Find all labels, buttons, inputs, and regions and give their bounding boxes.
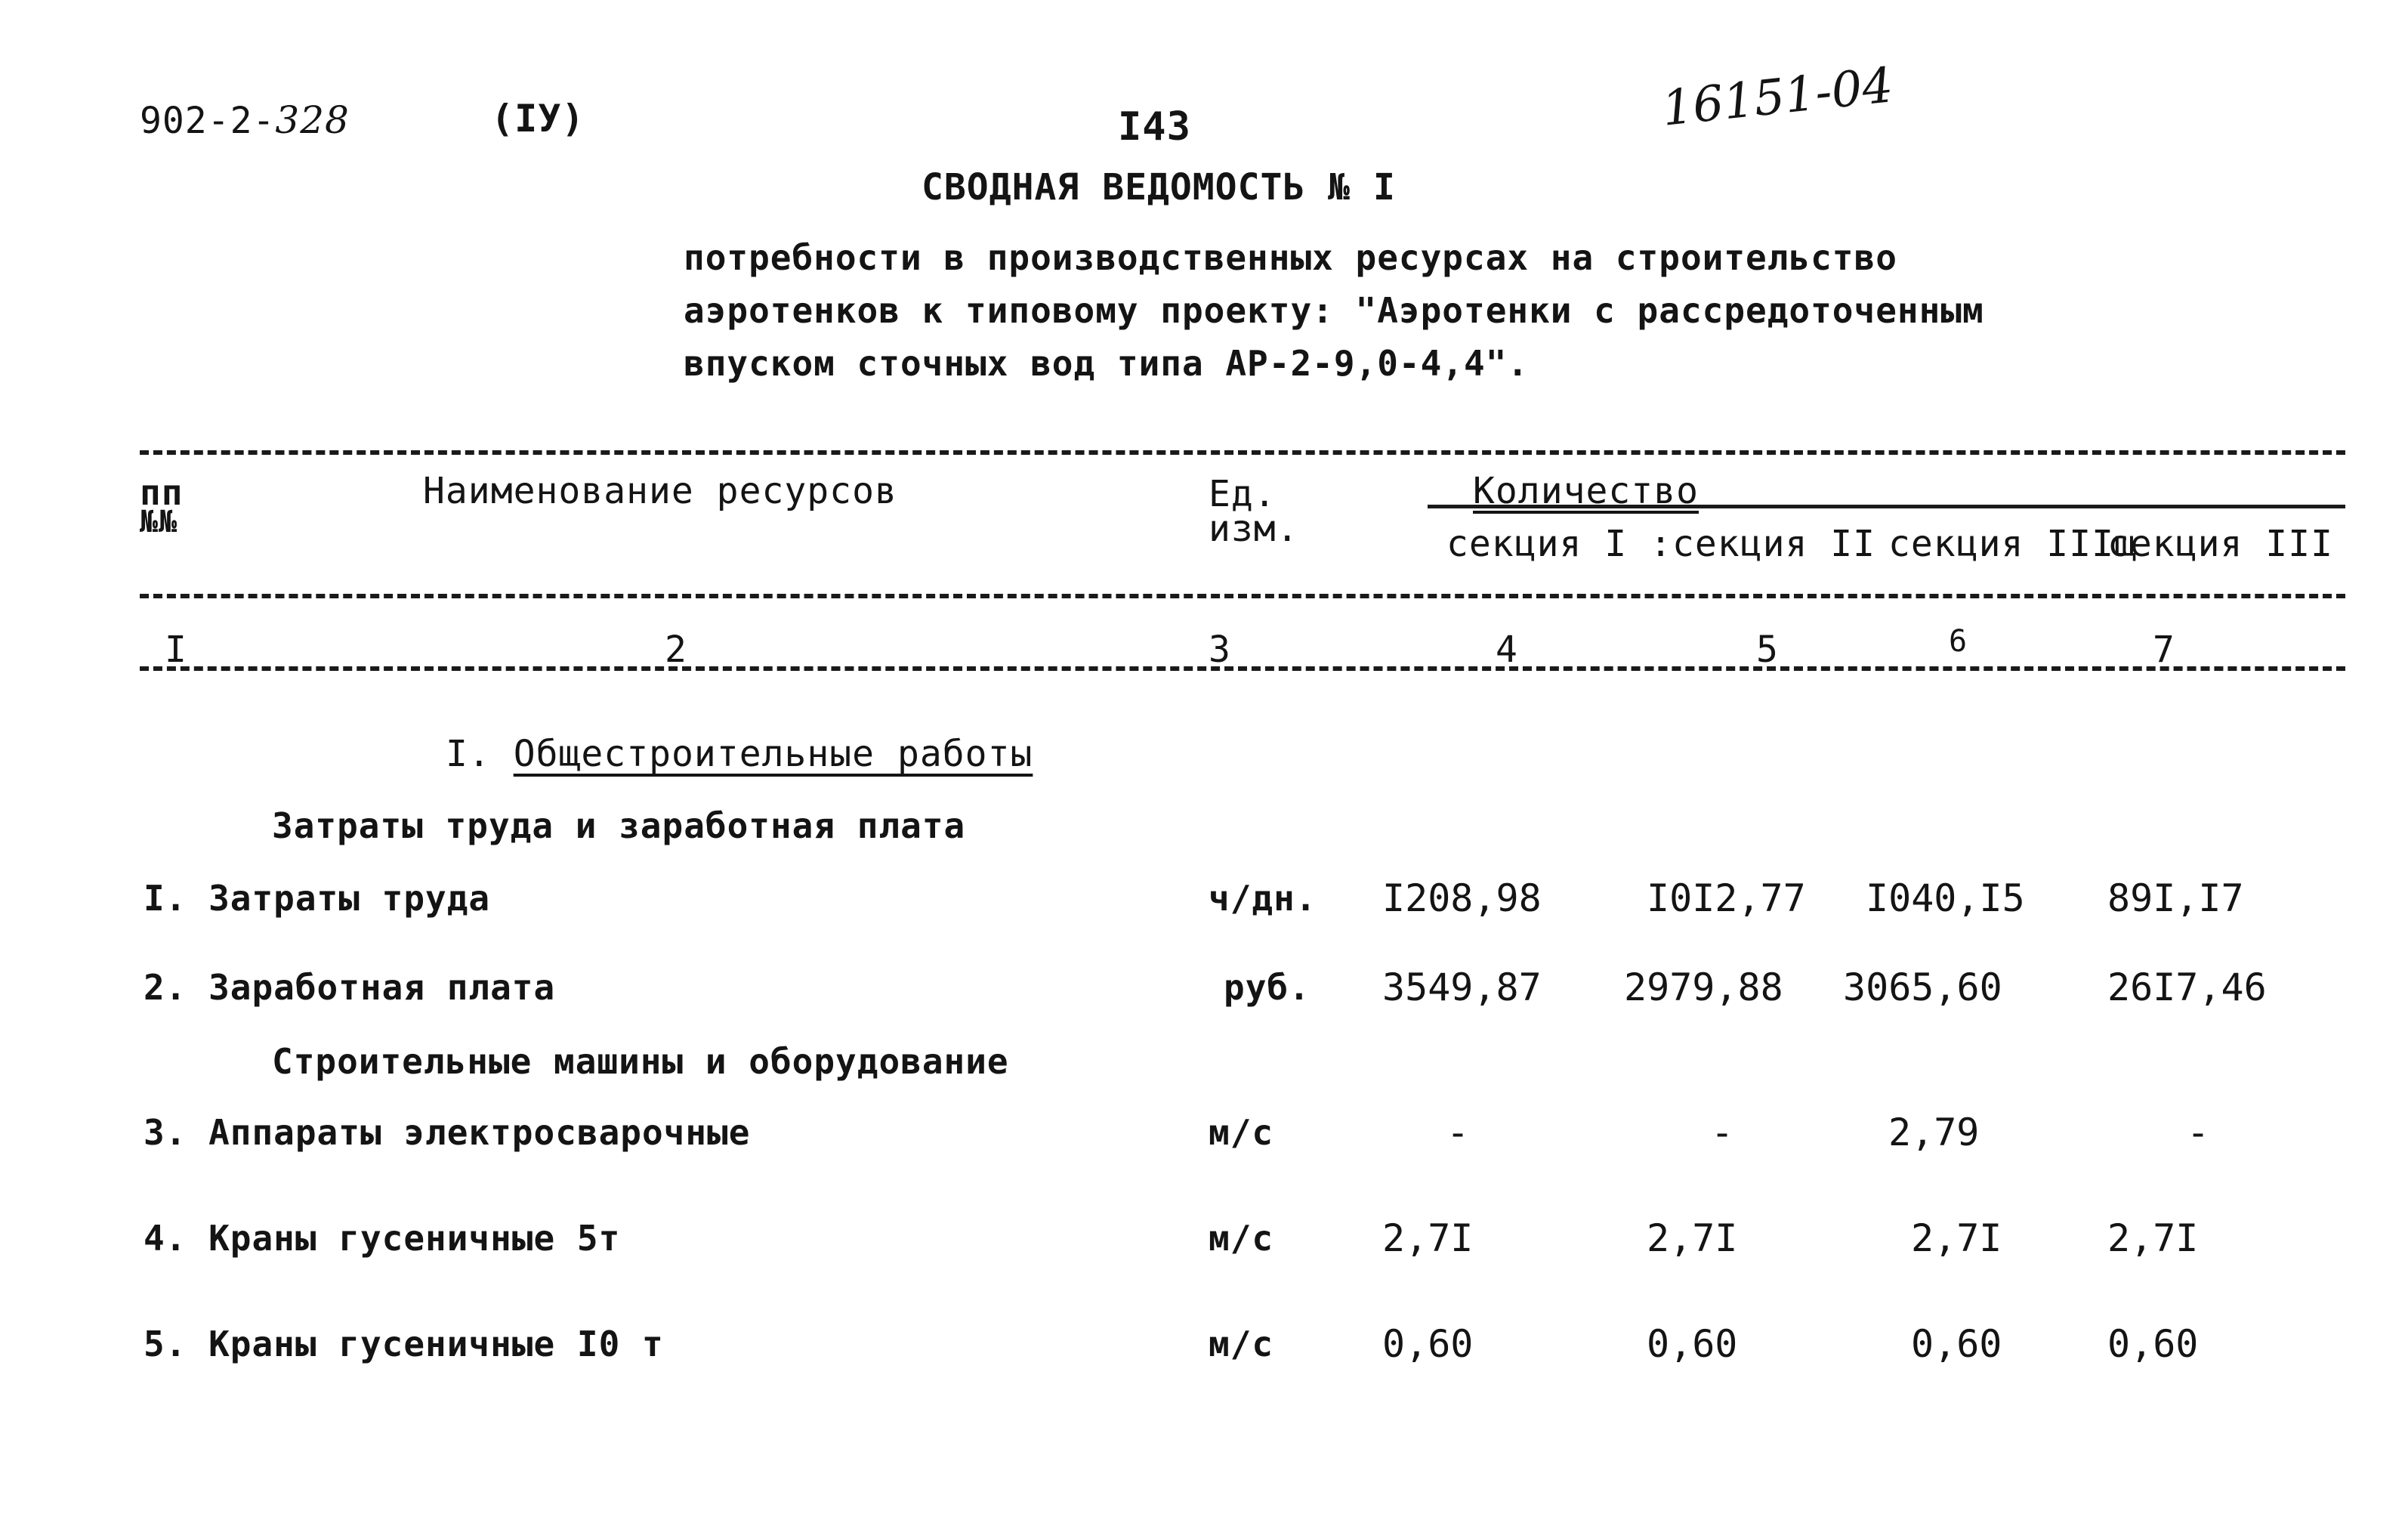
row-5-value-3: 0,60 (1911, 1322, 2002, 1366)
doc-code-handwritten: 328 (275, 98, 350, 142)
row-5-name: 5. Краны гусеничные I0 т (144, 1324, 664, 1364)
row-2-value-4: 26I7,46 (2107, 966, 2267, 1009)
row-1-value-3: I040,I5 (1866, 876, 2025, 920)
table-top-rule (140, 450, 2345, 455)
title-line-3: впуском сточных вод типа АР-2-9,0-4,4". (684, 343, 1530, 384)
column-number-7: 7 (2153, 629, 2175, 671)
row-3-name: 3. Аппараты электросварочные (144, 1112, 751, 1153)
doc-code (140, 98, 350, 142)
row-3-value-1: - (1446, 1111, 1470, 1154)
column-number-6: 6 (1949, 624, 1968, 659)
column-numbers-rule (140, 666, 2345, 671)
section-title-prefix: I. (446, 733, 491, 775)
row-5-value-2: 0,60 (1647, 1322, 1738, 1366)
header-bottom-rule (140, 594, 2345, 598)
column-number-2: 2 (665, 629, 687, 671)
row-4-name: 4. Краны гусеничные 5т (144, 1218, 621, 1259)
header-quantity: Количество (1473, 470, 1699, 512)
header-num: пп (140, 472, 184, 513)
doc-code-prefix: 902-2- (140, 100, 276, 142)
header-name: Наименование ресурсов (423, 470, 897, 512)
row-1-value-4: 89I,I7 (2107, 876, 2244, 920)
row-5-unit: м/с (1209, 1324, 1274, 1364)
row-2-name: 2. Заработная плата (144, 967, 556, 1008)
row-1-unit: ч/дн. (1209, 878, 1317, 919)
column-number-1: I (165, 629, 187, 671)
row-2-unit: руб. (1224, 967, 1311, 1008)
row-5-value-1: 0,60 (1382, 1322, 1474, 1366)
title-line-1: потребности в производственных ресурсах на строительство (684, 237, 1897, 278)
header-unit: Ед. (1209, 473, 1277, 515)
row-3-value-2: - (1710, 1111, 1734, 1154)
row-2-value-2: 2979,88 (1624, 966, 1783, 1009)
header-section-3a: секция IIIщ (1888, 523, 2137, 565)
header-section-1-2: секция I :секция II (1446, 523, 1876, 565)
row-4-value-2: 2,7I (1647, 1216, 1738, 1260)
page-number: I43 (1118, 104, 1191, 150)
header-unit-2: изм. (1209, 508, 1299, 550)
section-title (446, 733, 1033, 775)
row-4-value-3: 2,7I (1911, 1216, 2002, 1260)
row-4-value-1: 2,7I (1382, 1216, 1474, 1260)
subsection-labor: Затраты труда и заработная плата (272, 805, 966, 846)
row-2-value-1: 3549,87 (1382, 966, 1542, 1009)
row-1-name: I. Затраты труда (144, 878, 491, 919)
column-number-3: 3 (1209, 629, 1231, 671)
row-5-value-4: 0,60 (2107, 1322, 2199, 1366)
row-2-value-3: 3065,60 (1843, 966, 2002, 1009)
handwritten-code: 16151-04 (1659, 57, 1896, 137)
row-3-unit: м/с (1209, 1112, 1274, 1153)
row-3-value-3: 2,79 (1888, 1111, 1980, 1154)
header-section-3: секция III (2107, 523, 2333, 565)
quantity-underline (1428, 505, 2345, 508)
column-number-4: 4 (1496, 629, 1518, 671)
row-3-value-4: - (2186, 1111, 2210, 1154)
subsection-machines: Строительные машины и оборудование (272, 1041, 1009, 1082)
row-1-value-2: I0I2,77 (1647, 876, 1806, 920)
title-line-2: аэротенков к типовому проекту: "Аэротенки с рассредоточенным (684, 290, 1984, 331)
section-title-text: Общестроительные работы (513, 733, 1033, 775)
header-num-2: №№ (140, 505, 178, 539)
row-1-value-1: I208,98 (1382, 876, 1542, 920)
volume-label: (IУ) (491, 97, 585, 141)
row-4-value-4: 2,7I (2107, 1216, 2199, 1260)
row-4-unit: м/с (1209, 1218, 1274, 1259)
column-number-5: 5 (1756, 629, 1779, 671)
document-title: СВОДНАЯ ВЕДОМОСТЬ № I (922, 166, 1396, 209)
